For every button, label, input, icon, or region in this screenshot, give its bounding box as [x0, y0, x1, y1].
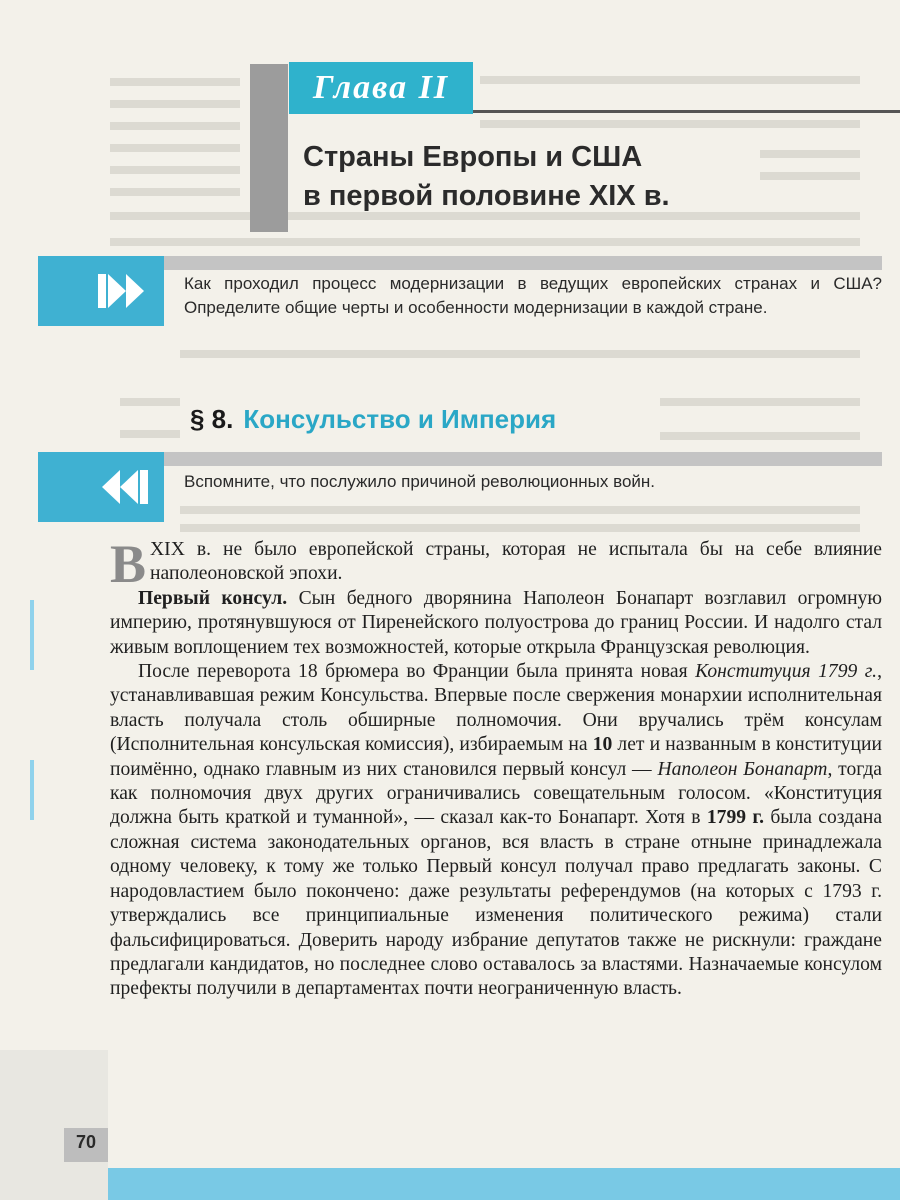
- fast-forward-icon: [38, 256, 164, 326]
- body-paragraph: [110, 660, 882, 1002]
- intro-question-badge: [38, 256, 164, 326]
- body-text-run: Сын бедного дворянина Наполеон Бонапарт возглавил огромную империю, протянувшуюся от Пиренейского полуострова до границ России. И надолго стал живым воплощением тех возможностей, которые открыла Французская революция.: [110, 587, 882, 658]
- chapter-title-line2: в первой половине XIX в.: [303, 180, 670, 212]
- chapter-label: Глава II: [289, 62, 473, 114]
- recall-bar: [164, 452, 882, 466]
- body-paragraph: [110, 534, 882, 594]
- footer-band: [108, 1168, 900, 1200]
- paragraph-title: Консульство и Империя: [243, 404, 557, 434]
- page-number: 70: [75, 1132, 97, 1152]
- recall-question-badge: [38, 452, 164, 522]
- bold-term: 1799 г.: [706, 807, 764, 829]
- intro-question-text: Как проходил процесс модернизации в ведущих европейских странах и США? Определите общие черты и особенности модернизации в каждой стране.: [184, 274, 882, 317]
- chapter-rule: [473, 110, 900, 113]
- body-text-run: XIX в. не было европейской страны, которая не испытала бы на себе влияние наполеоновской эпохи.: [150, 539, 882, 585]
- chapter-title-line1: Страны Европы и США: [303, 141, 643, 173]
- italic-term: Конституция 1799 г.: [695, 661, 878, 683]
- body-paragraph: [110, 587, 882, 660]
- chapter-side-bar: [250, 64, 288, 232]
- paragraph-heading: [190, 400, 556, 438]
- rewind-icon: [38, 452, 164, 522]
- paragraph-number: § 8.: [190, 404, 234, 434]
- page-margin-band: [0, 1050, 108, 1200]
- body-text-run: , тогда как полномочия двух других ограничивались совещательным голосом. «Конституция должна быть краткой и туманной», — сказал как-то Бонапарт. Хотя в: [110, 758, 883, 829]
- body-text-run: После переворота 18 брюмера во Франции была принята новая: [138, 661, 696, 683]
- body-text-run: была создана сложная система законодательных органов, вся власть в стране отныне принадлежала одному человеку, к тому же только Первый консул получал право предлагать законы. С народовластием было покончено: даже результаты референдумов (на которых с 1793 г. утверждались все принципиальные изменения политического режима) стали фальсифицироваться. Доверить народу избрание депутатов также не рискнули: граждане предлагали кандидатов, но последнее слово оставалось за властями. Назначаемые консулом префекты получили в департаментах почти неограниченную власть.: [110, 807, 883, 1000]
- body-text-run: , устанавливавшая режим Консульства. Впервые после свержения монархии исполнительная власть получала столь обширные полномочия. Они вручались трём консулам (Исполнительная консульская комиссия), избираемым на: [110, 661, 882, 756]
- italic-term: Наполеон Бонапарт: [657, 758, 828, 780]
- subsection-heading: Первый консул.: [138, 587, 288, 609]
- margin-edge-mark: [30, 600, 34, 670]
- chapter-title: [303, 138, 863, 216]
- recall-question-text: Вспомните, что послужило причиной революционных войн.: [184, 472, 656, 491]
- margin-edge-mark: [30, 760, 34, 820]
- question-bar: [164, 256, 882, 270]
- body-text: [110, 534, 883, 1002]
- body-text-run: лет и названным в конституции поимённо, однако главным из них становился первый консул —: [110, 734, 882, 780]
- drop-cap: В: [110, 534, 147, 594]
- bold-term: 10: [592, 734, 613, 756]
